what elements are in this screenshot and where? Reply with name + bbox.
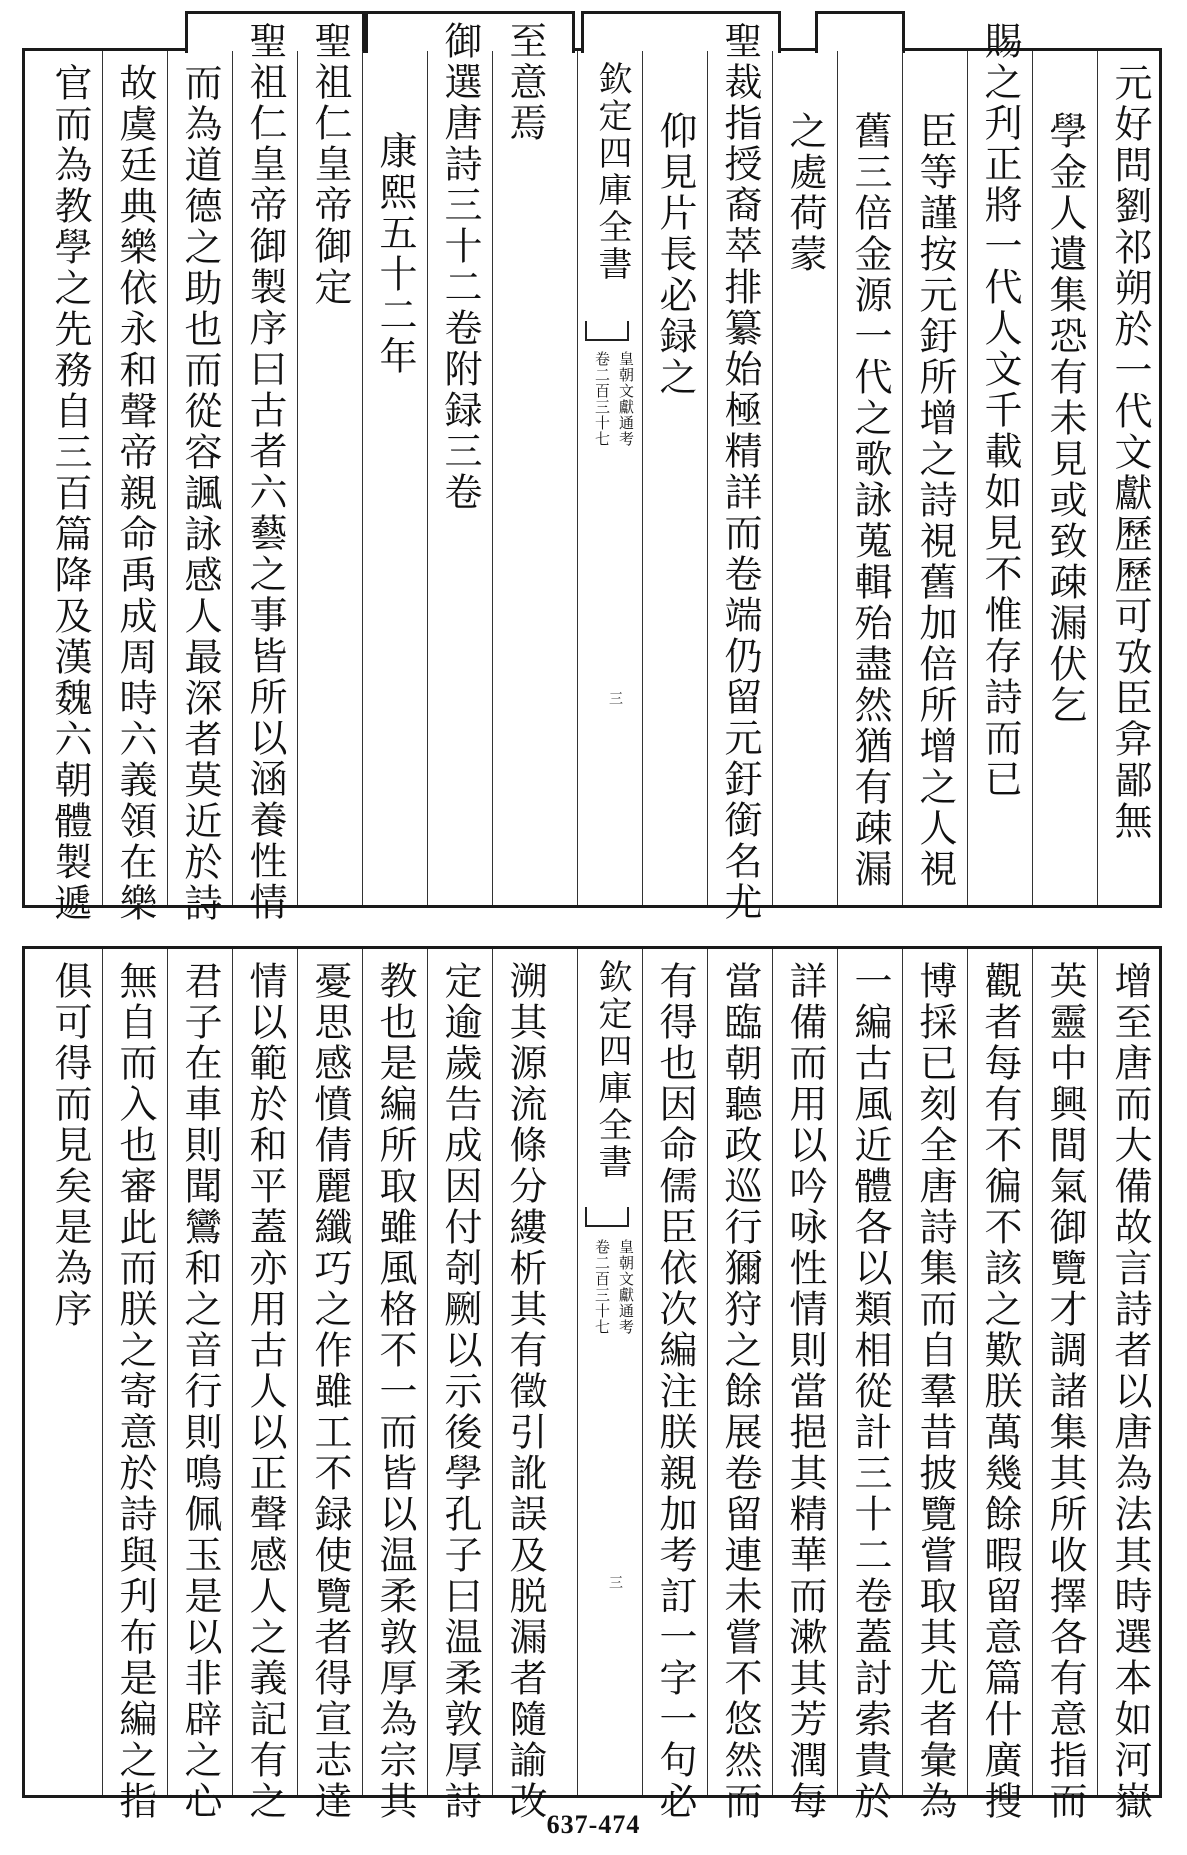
text-column: 一編古風近體各以類相從計三十二卷蓋討索貴於 [848, 961, 892, 1822]
text-column: 情以範於和平蓋亦用古人以正聲感人之義記有之 [243, 961, 287, 1822]
text-column: 至意焉 [503, 21, 547, 144]
text-column: 有得也因命儒臣依次編注朕親加考訂一字一句必 [653, 961, 697, 1822]
text-column: 憂思感憤倩麗纖巧之作雖工不録使覽者得宣志達 [308, 961, 352, 1822]
column-rule [297, 949, 298, 1795]
column-rule [967, 949, 968, 1795]
text-column: 康熙五十二年 [373, 131, 417, 377]
folio-title: 皇朝文獻通考 [617, 351, 635, 447]
column-rule [837, 51, 838, 905]
column-rule [902, 949, 903, 1795]
text-column: 聖祖仁皇帝御製序曰古者六藝之事皆所以涵養性情 [243, 21, 287, 923]
text-column: 舊三倍金源一代之歌詠蒐輯殆盡然猶有疎漏 [848, 111, 892, 890]
column-rule [707, 949, 708, 1795]
text-column: 增至唐而大備故言詩者以唐為法其時選本如河嶽 [1108, 961, 1152, 1822]
bottom-page [22, 946, 1162, 1822]
column-rule [1097, 51, 1098, 905]
folio-volume: 卷二百三十七 [593, 1239, 611, 1335]
text-column: 詳備而用以吟咏性情則當挹其精華而漱其芳潤每 [783, 961, 827, 1822]
text-column: 聖裁指授裔萃排纂始極精詳而卷端仍留元釪銜名尤 [718, 21, 762, 923]
text-column: 之處荷蒙 [783, 111, 827, 275]
text-column: 元好問劉祁朔於一代文獻歷歷可攷臣弇鄙無 [1108, 63, 1152, 842]
text-column: 俱可得而見矣是為序 [48, 961, 92, 1330]
text-column: 臣等謹按元釪所增之詩視舊加倍所增之人視 [913, 111, 957, 890]
column-rule [102, 949, 103, 1795]
column-rule [427, 51, 428, 905]
column-rule [362, 949, 363, 1795]
text-column: 賜之刋正將一代人文千載如見不惟存詩而已 [978, 21, 1022, 800]
text-column: 故虞廷典樂依永和聲帝親命禹成周時六義領在樂 [113, 63, 157, 924]
text-column: 御選唐詩三十二卷附録三卷 [438, 21, 482, 513]
top-page [22, 21, 1162, 924]
column-rule [707, 51, 708, 905]
column-rule [492, 949, 493, 1795]
book-title-column: 欽定四庫全書 [592, 959, 632, 1181]
leaf-number: 三 [607, 1575, 623, 1589]
text-column: 溯其源流條分縷析其有徵引訛誤及脱漏者隨諭改 [503, 961, 547, 1822]
column-rule [167, 51, 168, 905]
book-title-column: 欽定四庫全書 [592, 61, 632, 283]
folio-volume: 卷二百三十七 [593, 351, 611, 447]
column-rule [362, 51, 363, 905]
column-rule [232, 51, 233, 905]
column-rule [297, 51, 298, 905]
text-column: 英靈中興間氣御覽才調諸集其所收擇各有意指而 [1043, 961, 1087, 1822]
column-rule [167, 949, 168, 1795]
column-rule [967, 51, 968, 905]
text-column: 教也是編所取雖風格不一而皆以温柔敦厚為宗其 [373, 961, 417, 1822]
column-rule [1032, 949, 1033, 1795]
column-rule [772, 949, 773, 1795]
text-column: 定逾歲告成因付剞劂以示後學孔子曰温柔敦厚詩 [438, 961, 482, 1822]
text-column: 博採已刻全唐詩集而自羣昔披覽嘗取其尤者彙為 [913, 961, 957, 1822]
column-rule [1032, 51, 1033, 905]
column-rule [577, 51, 578, 905]
text-column: 無自而入也審此而朕之寄意於詩與刋布是編之指 [113, 961, 157, 1822]
text-column: 官而為教學之先務自三百篇降及漢魏六朝體製遞 [48, 63, 92, 924]
leaf-number: 三 [607, 691, 623, 705]
text-column: 君子在車則聞鸞和之音行則鳴佩玉是以非辟之心 [178, 961, 222, 1822]
column-rule [102, 51, 103, 905]
column-rule [577, 949, 578, 1795]
folio-title: 皇朝文獻通考 [617, 1239, 635, 1335]
text-column: 觀者每有不徧不該之歎朕萬幾餘暇留意篇什廣搜 [978, 961, 1022, 1822]
text-column: 而為道德之助也而從容諷詠感人最深者莫近於詩 [178, 63, 222, 924]
column-rule [427, 949, 428, 1795]
column-rule [837, 949, 838, 1795]
folio-mark [585, 321, 629, 341]
column-rule [232, 949, 233, 1795]
text-column: 仰見片長必録之 [653, 111, 697, 398]
folio-mark [585, 1207, 629, 1227]
text-column: 當臨朝聽政巡行獮狩之餘展卷留連未嘗不悠然而 [718, 961, 762, 1822]
column-rule [492, 51, 493, 905]
column-rule [642, 949, 643, 1795]
column-rule [642, 51, 643, 905]
column-rule [772, 51, 773, 905]
text-column: 學金人遺集恐有未見或致疎漏伏乞 [1043, 111, 1087, 726]
page-number: 637-474 [546, 1810, 641, 1839]
column-rule [1097, 949, 1098, 1795]
column-rule [902, 51, 903, 905]
tab-block [815, 11, 905, 53]
text-column: 聖祖仁皇帝御定 [308, 21, 352, 308]
